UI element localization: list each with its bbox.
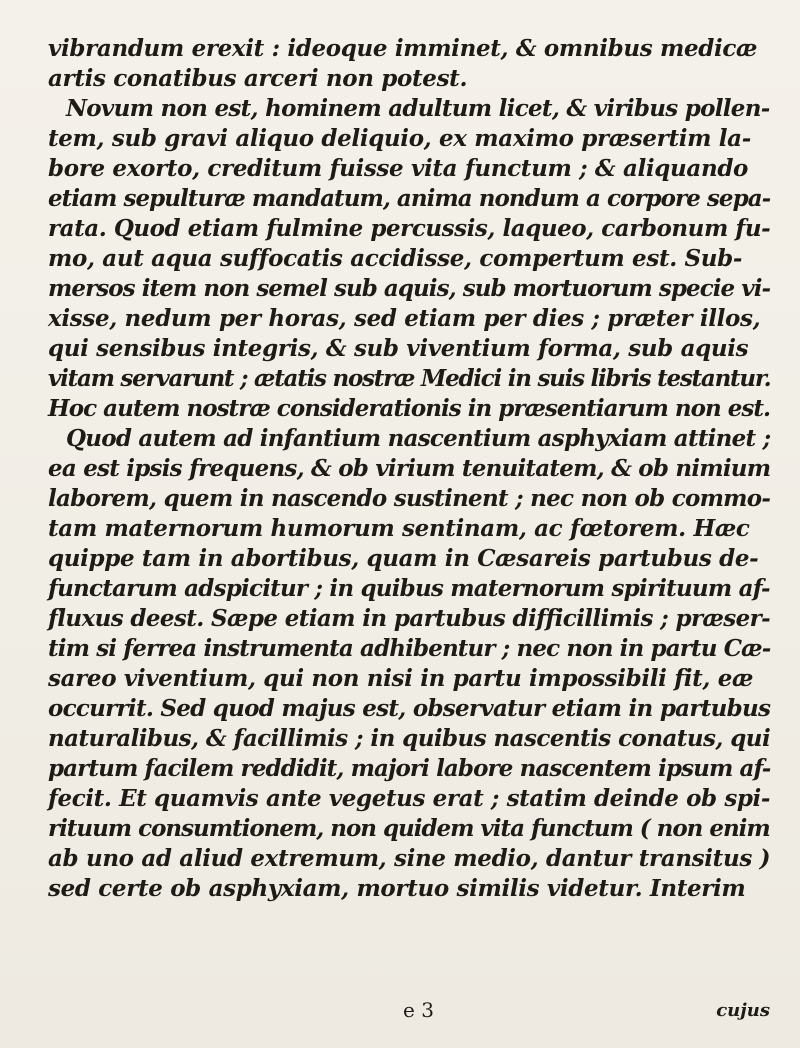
text-line: rata. Quod etiam fulmine percussis, laqueo, carbonum fu-: [48, 215, 771, 242]
paragraph-start-line: Novum non est, hominem adultum licet, & viribus pollen-: [66, 95, 770, 122]
text-line: tam maternorum humorum sentinam, ac fœtorem. Hæc: [48, 515, 750, 542]
text-line: laborem, quem in nascendo sustinent ; nec non ob commo-: [48, 485, 771, 512]
text-line: artis conatibus arceri non potest.: [48, 65, 468, 92]
paragraph-start-line: Quod autem ad infantium nascentium asphyxiam attinet ;: [66, 425, 771, 452]
text-line: ab uno ad aliud extremum, sine medio, dantur transitus ): [48, 845, 771, 872]
text-line: tem, sub gravi aliquo deliquio, ex maximo præsertim la-: [48, 125, 751, 152]
text-line: rituum consumtionem, non quidem vita functum ( non enim: [48, 815, 770, 842]
text-line: functarum adspicitur ; in quibus maternorum spirituum af-: [48, 575, 770, 602]
page-footer: [48, 998, 770, 1028]
text-line: vitam servarunt ; ætatis nostræ Medici in suis libris testantur.: [48, 365, 771, 392]
text-line: naturalibus, & facillimis ; in quibus nascentis conatus, qui: [48, 725, 771, 752]
text-line: mersos item non semel sub aquis, sub mortuorum specie vi-: [48, 275, 771, 302]
text-line: sed certe ob asphyxiam, mortuo similis videtur. Interim: [48, 875, 746, 902]
text-line: Hoc autem nostræ considerationis in præsentiarum non est.: [48, 395, 771, 422]
text-line: qui sensibus integris, & sub viventium forma, sub aquis: [48, 335, 749, 362]
text-line: bore exorto, creditum fuisse vita functum ; & aliquando: [48, 155, 749, 182]
text-line: fluxus deest. Sæpe etiam in partubus difficillimis ; præser-: [48, 605, 771, 632]
text-line: ea est ipsis frequens, & ob virium tenuitatem, & ob nimium: [48, 455, 771, 482]
text-line: fecit. Et quamvis ante vegetus erat ; statim deinde ob spi-: [48, 785, 771, 812]
text-line: vibrandum erexit : ideoque imminet, & omnibus medicæ: [48, 35, 758, 62]
signature-mark: e 3: [403, 998, 434, 1022]
text-line: mo, aut aqua suffocatis accidisse, compertum est. Sub-: [48, 245, 743, 272]
text-line: tim si ferrea instrumenta adhibentur ; nec non in partu Cæ-: [48, 635, 771, 662]
text-line: etiam sepulturæ mandatum, anima nondum a corpore sepa-: [48, 185, 771, 212]
text-line: partum facilem reddidit, majori labore nascentem ipsum af-: [48, 755, 771, 782]
text-line: sareo viventium, qui non nisi in partu impossibili fit, eæ: [48, 665, 754, 692]
text-line: occurrit. Sed quod majus est, observatur etiam in partubus: [48, 695, 771, 722]
text-line: xisse, nedum per horas, sed etiam per dies ; præter illos,: [48, 305, 761, 332]
text-line: quippe tam in abortibus, quam in Cæsareis partubus de-: [48, 545, 759, 572]
body-text: [48, 34, 770, 904]
catchword: cujus: [716, 1000, 770, 1021]
